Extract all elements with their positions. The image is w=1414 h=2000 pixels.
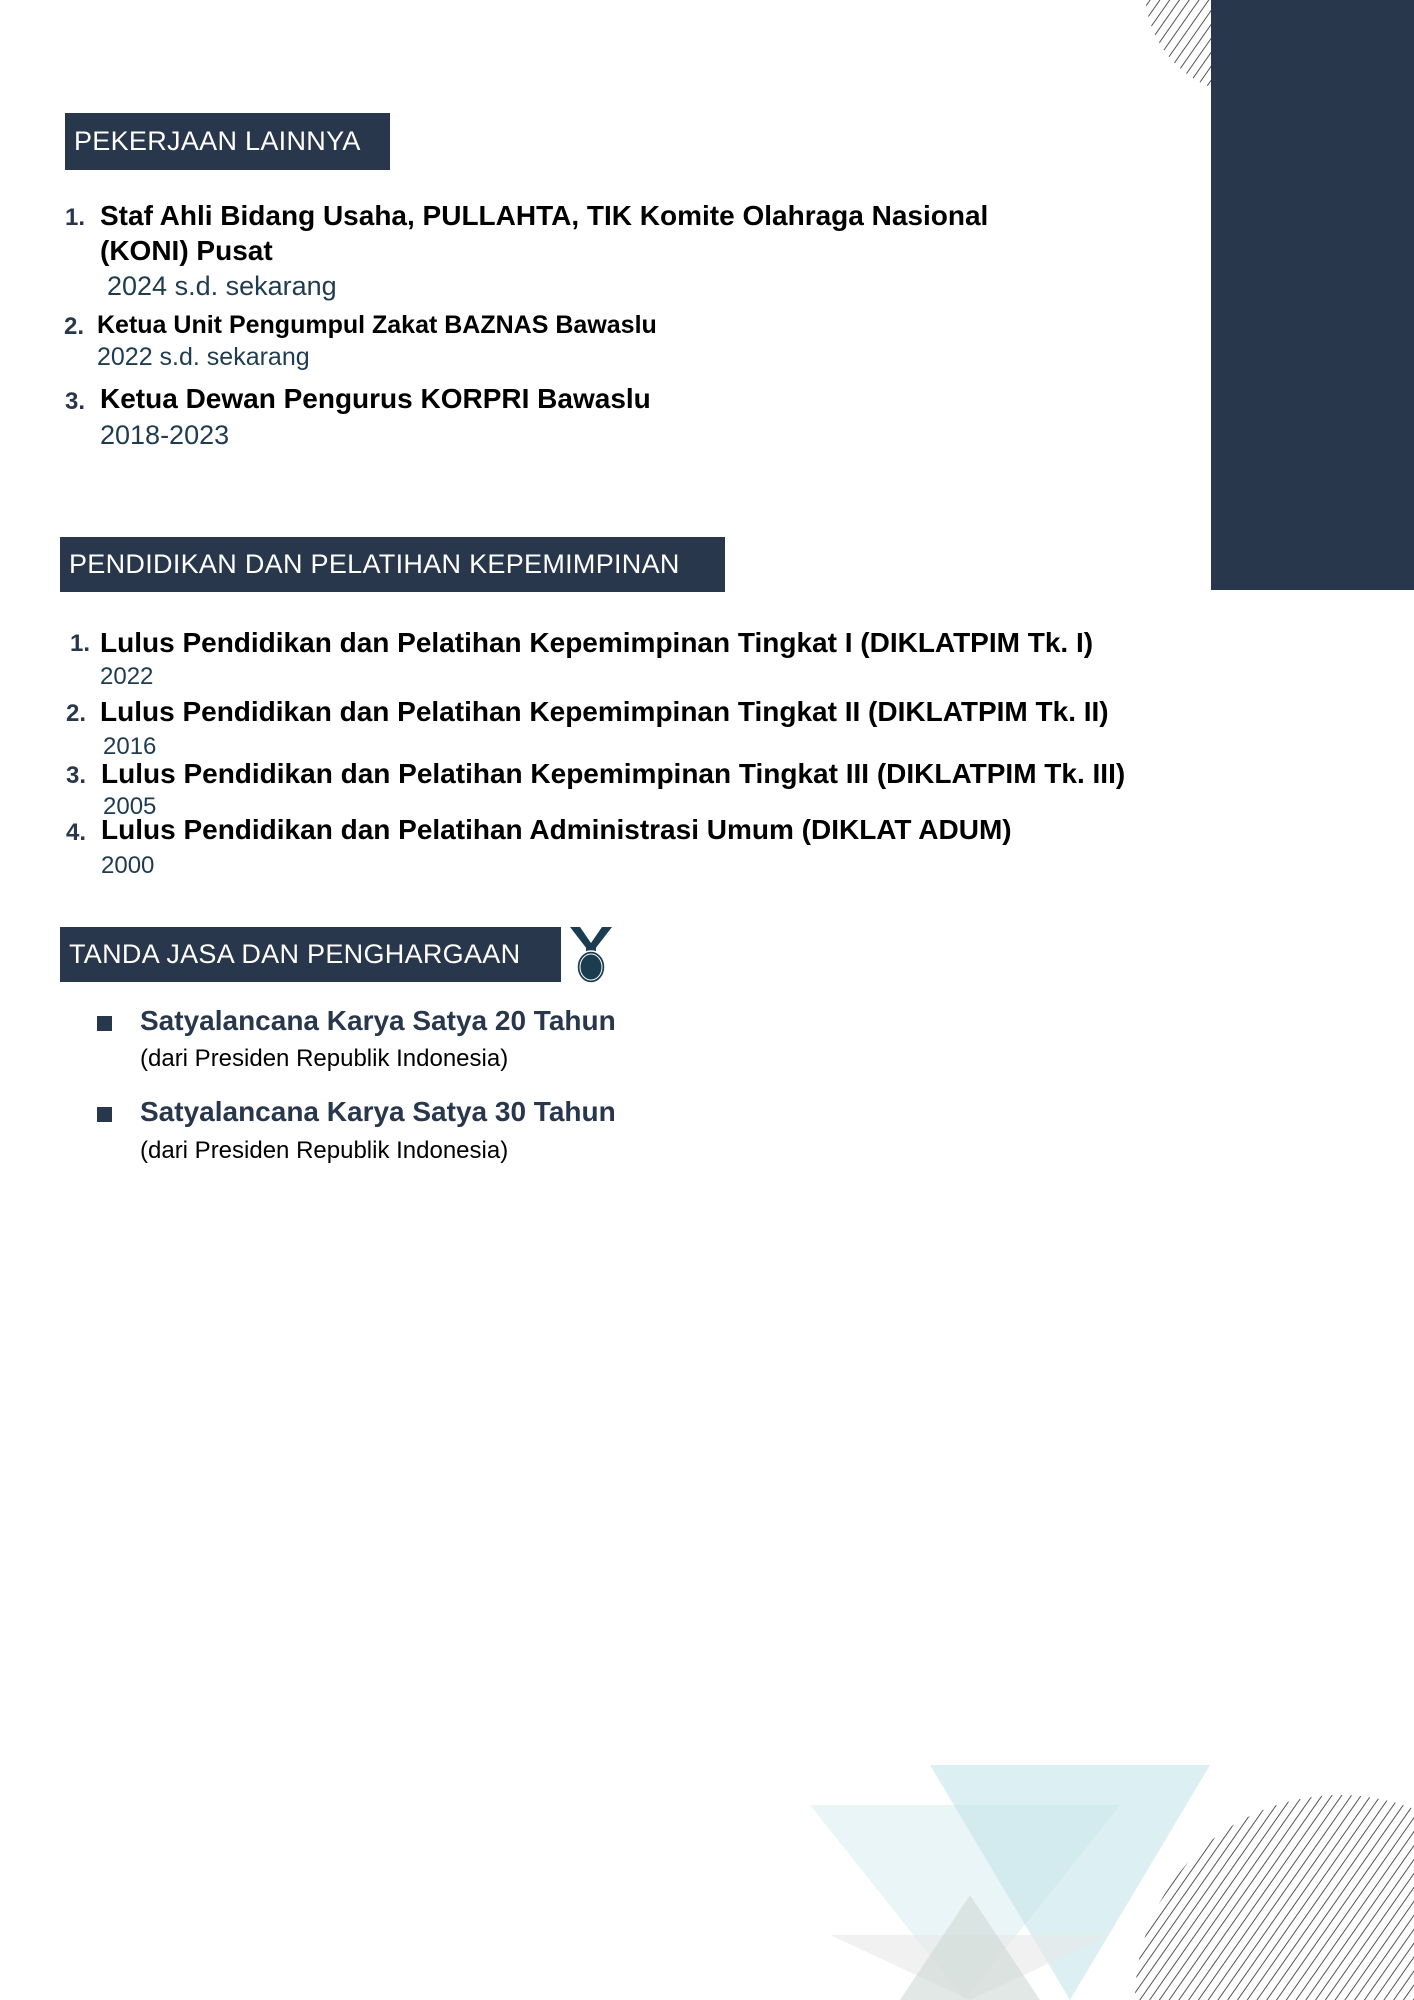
- hatched-circle-decoration: [1130, 0, 1220, 95]
- education-title: Lulus Pendidikan dan Pelatihan Kepemimpinan Tingkat I (DIKLATPIM Tk. I): [100, 627, 1094, 658]
- award-source: (dari Presiden Republik Indonesia): [140, 1137, 509, 1164]
- list-number: 4.: [66, 819, 87, 846]
- work-date: 2024 s.d. sekarang: [107, 271, 337, 301]
- list-number: 3.: [66, 762, 87, 789]
- hatched-circle-decoration: [1130, 1790, 1414, 2000]
- education-title: Lulus Pendidikan dan Pelatihan Administrasi Umum (DIKLAT ADUM): [101, 814, 1012, 845]
- work-date: 2018-2023: [100, 420, 230, 450]
- medal-icon: [568, 925, 614, 985]
- list-number: 1.: [70, 630, 91, 657]
- education-title: Lulus Pendidikan dan Pelatihan Kepemimpinan Tingkat III (DIKLATPIM Tk. III): [101, 758, 1126, 789]
- list-number: 1.: [65, 204, 86, 231]
- list-number: 2.: [64, 313, 85, 340]
- work-title: Ketua Unit Pengumpul Zakat BAZNAS Bawaslu: [97, 311, 657, 339]
- award-title: Satyalancana Karya Satya 20 Tahun: [140, 1005, 616, 1036]
- education-date: 2016: [103, 733, 157, 760]
- award-title: Satyalancana Karya Satya 30 Tahun: [140, 1096, 616, 1127]
- side-panel-decoration: [1211, 0, 1414, 590]
- list-number: 2.: [66, 700, 87, 727]
- award-source: (dari Presiden Republik Indonesia): [140, 1045, 509, 1072]
- bullet-square-icon: [97, 1016, 112, 1031]
- work-title: (KONI) Pusat: [100, 235, 273, 266]
- education-date: 2000: [101, 852, 155, 879]
- section-heading-education: PENDIDIKAN DAN PELATIHAN KEPEMIMPINAN: [60, 537, 725, 592]
- work-title: Staf Ahli Bidang Usaha, PULLAHTA, TIK Komite Olahraga Nasional: [100, 200, 989, 231]
- education-title: Lulus Pendidikan dan Pelatihan Kepemimpinan Tingkat II (DIKLATPIM Tk. II): [100, 696, 1109, 727]
- education-date: 2005: [103, 793, 157, 820]
- section-heading-work: PEKERJAAN LAINNYA: [65, 113, 390, 170]
- bullet-square-icon: [97, 1107, 112, 1122]
- work-date: 2022 s.d. sekarang: [97, 343, 310, 371]
- list-number: 3.: [65, 388, 86, 415]
- education-date: 2022: [100, 663, 154, 690]
- work-title: Ketua Dewan Pengurus KORPRI Bawaslu: [100, 383, 651, 414]
- section-heading-awards: TANDA JASA DAN PENGHARGAAN: [60, 927, 561, 982]
